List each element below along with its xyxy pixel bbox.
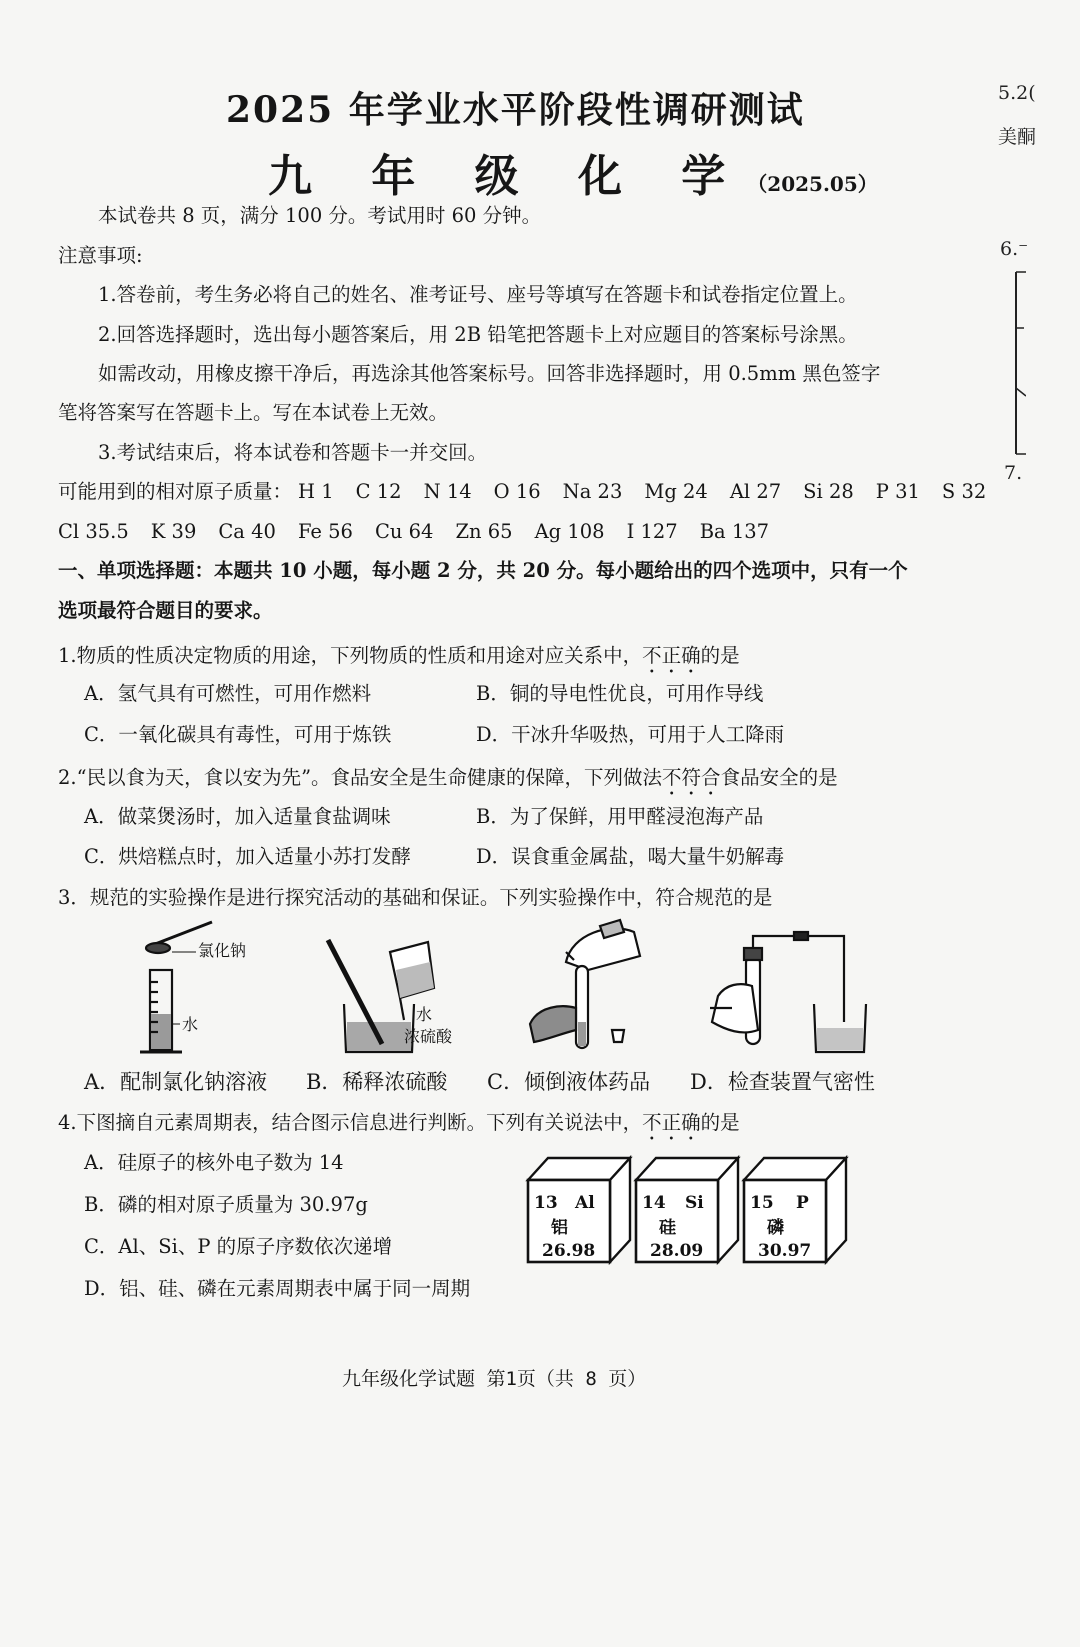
mass-item: Ag 108	[534, 520, 605, 543]
stem-end: 的是	[700, 1111, 740, 1134]
q3-option-c: C．倾倒液体药品	[487, 1070, 651, 1094]
edge-figure-fragment	[1012, 268, 1026, 458]
element-symbol: P	[796, 1193, 809, 1213]
lab-figures	[100, 912, 900, 1062]
element-number: 13	[534, 1193, 558, 1213]
mass-item: Cu 64	[374, 520, 434, 543]
q2-option-c: C．烘焙糕点时，加入适量小苏打发酵	[84, 845, 411, 868]
stem-emphasis: 不符合	[662, 766, 721, 789]
stem-text: 4.下图摘自元素周期表，结合图示信息进行判断。下列有关说法中，	[58, 1111, 643, 1134]
figure-d-airtight	[710, 932, 866, 1052]
element-mass: 26.98	[542, 1241, 596, 1261]
periodic-table-excerpt	[520, 1150, 860, 1270]
element-name: 磷	[767, 1218, 784, 1238]
fig-b-label-acid: 浓硫酸	[404, 1027, 453, 1046]
mass-item: Fe 56	[297, 520, 353, 543]
q4-option-b: B．磷的相对原子质量为 30.97g	[84, 1193, 368, 1216]
q3-option-b: B．稀释浓硫酸	[306, 1070, 448, 1094]
element-number: 15	[750, 1193, 774, 1213]
q2-option-d: D．误食重金属盐，喝大量牛奶解毒	[476, 845, 785, 868]
mass-item: Ca 40	[218, 520, 276, 543]
question-2-stem	[58, 766, 838, 800]
mass-item: O 16	[493, 480, 541, 503]
q4-option-c: C．Al、Si、P 的原子序数依次递增	[84, 1235, 393, 1258]
element-symbol: Al	[575, 1193, 595, 1213]
intro-line: 本试卷共 8 页，满分 100 分。考试用时 60 分钟。	[98, 204, 542, 227]
exam-date: （2025.05）	[747, 172, 878, 196]
note-3: 3.考试结束后，将本试卷和答题卡一并交回。	[98, 441, 488, 464]
stem-text: 1.物质的性质决定物质的用途，下列物质的性质和用途对应关系中，	[58, 644, 643, 667]
q4-option-d: D．铝、硅、磷在元素周期表中属于同一周期	[84, 1277, 471, 1300]
fig-a-label-salt: 氯化钠	[198, 941, 247, 960]
question-4-stem	[58, 1111, 740, 1145]
mass-item: Cl 35.5	[58, 520, 129, 543]
element-mass: 28.09	[650, 1241, 704, 1261]
notes-heading: 注意事项:	[58, 244, 143, 267]
mass-item: Mg 24	[644, 480, 708, 503]
q1-option-d: D．干冰升华吸热，可用于人工降雨	[476, 723, 785, 746]
q4-option-a: A．硅原子的核外电子数为 14	[84, 1151, 344, 1174]
mass-item: Si 28	[803, 480, 854, 503]
section-heading: 一、单项选择题：本题共 10 小题，每小题 2 分，共 20 分。每小题给出的四个选项中，只有一个	[58, 559, 908, 582]
fig-a-label-water: 水	[182, 1015, 199, 1034]
q1-option-c: C．一氧化碳具有毒性，可用于炼铁	[84, 723, 392, 746]
note-2-cont: 如需改动，用橡皮擦干净后，再选涂其他答案标号。回答非选择题时，用 0.5mm 黑色签字	[98, 362, 881, 385]
question-3-stem: 3．规范的实验操作是进行探究活动的基础和保证。下列实验操作中，符合规范的是	[58, 886, 773, 909]
element-cube-al	[528, 1158, 630, 1262]
subject-title: 九 年 级 化 学	[268, 151, 748, 202]
edge-text-7: 7.	[1004, 462, 1023, 484]
mass-item: N 14	[423, 480, 472, 503]
element-name: 硅	[659, 1218, 676, 1238]
stem-emphasis: 不正确	[642, 1111, 701, 1134]
q3-option-a: A．配制氯化钠溶液	[84, 1070, 268, 1094]
q1-option-b: B．铜的导电性优良，可用作导线	[476, 682, 764, 705]
element-cube-si	[636, 1158, 738, 1262]
question-1-stem	[58, 644, 740, 678]
mass-item: S 32	[941, 480, 987, 503]
element-mass: 30.97	[758, 1241, 812, 1261]
edge-text-5: 5.2(	[998, 82, 1036, 104]
element-symbol: Si	[685, 1193, 704, 1213]
note-2-end: 笔将答案写在答题卡上。写在本试卷上无效。	[58, 401, 449, 424]
element-number: 14	[642, 1193, 666, 1213]
mass-item: P 31	[875, 480, 920, 503]
q2-option-a: A．做菜煲汤时，加入适量食盐调味	[84, 805, 391, 828]
stem-end: 食品安全的是	[720, 766, 838, 789]
atomic-mass-row-2	[58, 522, 791, 542]
mass-item: Al 27	[729, 480, 782, 503]
exam-title: 2025 年学业水平阶段性调研测试	[226, 89, 805, 131]
mass-label: 可能用到的相对原子质量：	[58, 480, 293, 503]
fig-b-label-water: 水	[416, 1005, 433, 1024]
stem-text: 2.“民以食为天，食以安为先”。食品安全是生命健康的保障，下列做法	[58, 766, 663, 789]
mass-item: Na 23	[562, 480, 623, 503]
stem-emphasis: 不正确	[642, 644, 701, 667]
edge-text-6: 6.⁻	[1000, 238, 1029, 260]
element-cube-p	[744, 1158, 846, 1262]
mass-item: H 1	[298, 480, 334, 503]
mass-item: Ba 137	[699, 520, 770, 543]
figure-c-pouring	[530, 920, 640, 1048]
edge-text-meijiu: 美酮	[998, 126, 1037, 148]
q2-option-b: B．为了保鲜，用甲醛浸泡海产品	[476, 805, 764, 828]
stem-end: 的是	[700, 644, 740, 667]
atomic-mass-row-1	[58, 482, 1008, 502]
note-1: 1.答卷前，考生务必将自己的姓名、准考证号、座号等填写在答题卡和试卷指定位置上。	[98, 283, 858, 306]
element-name: 铝	[551, 1218, 568, 1238]
mass-item: K 39	[150, 520, 197, 543]
mass-item: I 127	[626, 520, 678, 543]
page-footer: 九年级化学试题 第1页（共 8 页）	[342, 1368, 647, 1390]
mass-item: Zn 65	[455, 520, 513, 543]
note-2: 2.回答选择题时，选出每小题答案后，用 2B 铅笔把答题卡上对应题目的答案标号涂黑。	[98, 323, 858, 346]
subject-heading	[268, 140, 878, 204]
section-heading-cont: 选项最符合题目的要求。	[58, 599, 273, 622]
q1-option-a: A．氢气具有可燃性，可用作燃料	[84, 682, 372, 705]
mass-item: C 12	[355, 480, 402, 503]
q3-option-d: D．检查装置气密性	[690, 1070, 875, 1094]
